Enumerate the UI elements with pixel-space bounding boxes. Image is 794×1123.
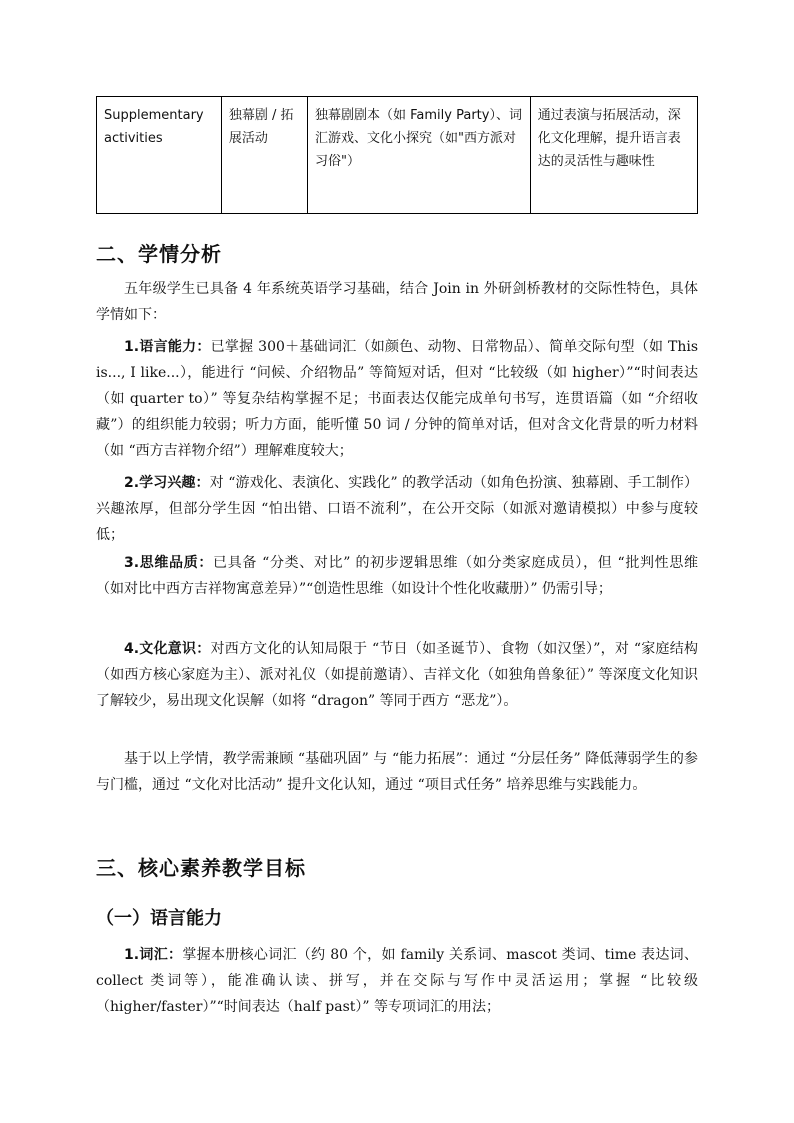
section-heading-learner-analysis: 二、学情分析 [96, 242, 222, 266]
paragraph-text: 已具备 “分类、对比” 的初步逻辑思维（如分类家庭成员），但 “批判性思维（如对比中西方吉祥物寓意差异）”“创造性思维（如设计个性化收藏册）” 仍需引导； [96, 555, 698, 597]
paragraph-vocabulary [96, 942, 698, 1020]
paragraph-text: 掌握本册核心词汇（约 80 个，如 family 关系词、mascot 类词、time 表达词、collect 类词等），能准确认读、拼写，并在交际与写作中灵活运用；掌握 “比较级（higher/faster）”“时间表达（half past）” 等专项词汇的用法； [96, 947, 698, 1015]
table-cell-goal: 通过表演与拓展活动，深化文化理解，提升语言表达的灵活性与趣味性 [530, 97, 697, 214]
summary-paragraph: 基于以上学情，教学需兼顾 “基础巩固” 与 “能力拓展”：通过 “分层任务” 降低薄弱学生的参与门槛，通过 “文化对比活动” 提升文化认知，通过 “项目式任务” 培养思维与实践能力。 [96, 751, 698, 793]
paragraph-cultural-awareness [96, 636, 698, 714]
paragraph-thinking-quality [96, 550, 698, 602]
intro-paragraph: 五年级学生已具备 4 年系统英语学习基础，结合 Join in 外研剑桥教材的交际性特色，具体学情如下： [96, 281, 698, 323]
table-cell-type: Supplementary activities [97, 97, 222, 214]
paragraph-label: 4.文化意识： [124, 641, 211, 657]
table-cell-form: 独幕剧 / 拓展活动 [221, 97, 307, 214]
section-heading-teaching-goals: 三、核心素养教学目标 [96, 856, 306, 880]
table-cell-content: 独幕剧剧本（如 Family Party）、词汇游戏、文化小探究（如"西方派对习俗"） [308, 97, 531, 214]
curriculum-table [96, 96, 698, 214]
paragraph-text: 对西方文化的认知局限于 “节日（如圣诞节）、食物（如汉堡）”，对 “家庭结构（如西方核心家庭为主）、派对礼仪（如提前邀请）、吉祥文化（如独角兽象征）” 等深度文化知识了解较少，易出现文化误解（如将 “dragon” 等同于西方 “恶龙”）。 [96, 641, 699, 709]
paragraph-label: 3.思维品质： [124, 555, 214, 571]
paragraph-label: 1.语言能力： [124, 339, 211, 355]
paragraph-text: 已掌握 300＋基础词汇（如颜色、动物、日常物品）、简单交际句型（如 This is..., I like...），能进行 “问候、介绍物品” 等简短对话，但对 “比较级（如 higher）”“时间表达（如 quarter to）” 等复杂结构掌握不足；书面表达仅能完成单句书写，连贯语篇（如 “介绍收藏”）的组织能力较弱；听力方面，能听懂 50 词 / 分钟的简单对话，但对含文化背景的听力材料（如 “西方吉祥物介绍”）理解难度较大； [96, 339, 699, 459]
subsection-heading-language-ability: （一）语言能力 [96, 908, 222, 929]
paragraph-text: 对 “游戏化、表演化、实践化” 的教学活动（如角色扮演、独幕剧、手工制作）兴趣浓厚，但部分学生因 “怕出错、口语不流利”，在公开交际（如派对邀请模拟）中参与度较低； [96, 475, 698, 543]
table-row [97, 97, 698, 214]
paragraph-learning-interest [96, 470, 698, 548]
paragraph-language-ability [96, 334, 698, 464]
paragraph-label: 2.学习兴趣： [124, 475, 210, 491]
paragraph-label: 1.词汇： [124, 947, 183, 963]
